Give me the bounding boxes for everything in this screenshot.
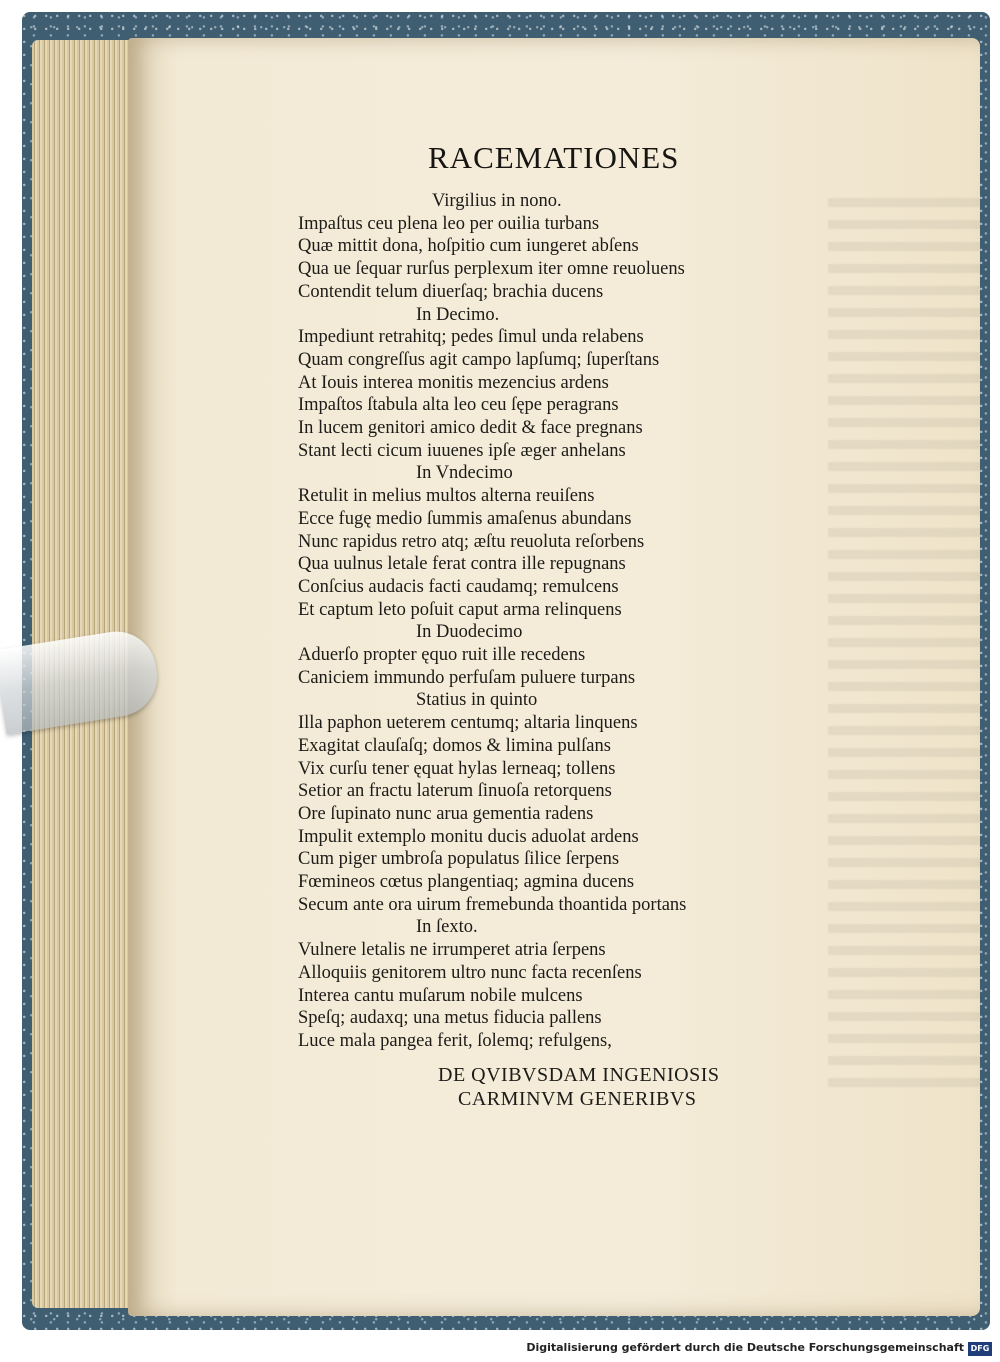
- verse-line: At Iouis interea monitis mezencius ardens: [298, 372, 609, 393]
- verse-line: Caniciem immundo perfuſam puluere turpans: [298, 667, 636, 688]
- verse-line: Conſcius audacis facti caudamq; remulcens: [298, 576, 619, 597]
- section-heading-line: In Duodecimo: [416, 622, 523, 643]
- verse-line: Alloquiis genitorem ultro nunc facta recenſens: [298, 962, 642, 983]
- verse-line: Qua uulnus letale ferat contra ille repugnans: [298, 554, 626, 575]
- verse-line: Stant lecti cicum iuuenes ipſe æger anhelans: [298, 440, 626, 461]
- verse-line: Et captum leto poſuit caput arma relinquens: [298, 599, 622, 620]
- verse-line: Impulit extemplo monitu ducis aduolat ardens: [298, 826, 639, 847]
- verse-line: Quæ mittit dona, hoſpitio cum iungeret abſens: [298, 236, 639, 257]
- verse-line: Luce mala pangea ferit, ſolemq; refulgens,: [298, 1030, 612, 1051]
- verse-line: Illa paphon ueterem centumq; altaria linquens: [298, 713, 638, 734]
- verse-line: Vulnere letalis ne irrumperet atria ſerpens: [298, 940, 606, 961]
- verse-line: Ecce fugę medio ſummis amaſenus abundans: [298, 508, 632, 529]
- verse-line: Exagitat clauſaſq; domos & limina pulſans: [298, 735, 611, 756]
- section-heading-line: In Vndecimo: [416, 463, 513, 484]
- verse-line: Nunc rapidus retro atq; æſtu reuoluta reſorbens: [298, 531, 645, 552]
- show-through-text: [828, 198, 980, 1098]
- dfg-logo: DFG: [968, 1342, 992, 1356]
- verse-line: Secum ante ora uirum fremebunda thoantida portans: [298, 894, 687, 915]
- section-heading-line: Statius in quinto: [416, 690, 538, 711]
- verse-line: Ore ſupinato nunc arua gementia radens: [298, 803, 594, 824]
- section-heading-line: Virgilius in nono.: [432, 191, 562, 211]
- verse-line: Vix curſu tener ęquat hylas lerneaq; tollens: [298, 758, 616, 779]
- verse-line: Fœmineos cœtus plangentiaq; agmina ducens: [298, 872, 635, 892]
- verse-line: In lucem genitori amico dedit & face pregnans: [298, 418, 643, 438]
- verse-line: Qua ue ſequar rurſus perplexum iter omne reuoluens: [298, 259, 685, 280]
- page-heading: RACEMATIONES: [428, 140, 680, 175]
- verse-line: Interea cantu muſarum nobile mulcens: [298, 985, 583, 1006]
- section-heading-line: In Decimo.: [416, 304, 500, 325]
- verse-line: Impaſtos ſtabula alta leo ceu ſępe peragrans: [298, 395, 619, 416]
- verse-line: Impaſtus ceu plena leo per ouilia turbans: [298, 213, 600, 234]
- digitization-credit: Digitalisierung gefördert durch die Deutsche Forschungsgemeinschaft: [526, 1341, 964, 1354]
- verse-line: Retulit in melius multos alterna reuiſens: [298, 486, 595, 507]
- verse-line: Speſq; audaxq; una metus fiducia pallens: [298, 1008, 602, 1029]
- verse-line: Quam congreſſus agit campo lapſumq; ſuperſtans: [298, 349, 660, 370]
- verse-line: Setior an fractu laterum ſinuoſa retorquens: [298, 781, 612, 802]
- verse-line: Impediunt retrahitq; pedes ſimul unda relabens: [298, 327, 644, 348]
- verse-line: Aduerſo propter ęquo ruit ille recedens: [298, 645, 586, 665]
- verse-line: Contendit telum diuerſaq; brachia ducens: [298, 281, 604, 302]
- section-title-line-1: DE QVIBVSDAM INGENIOSIS: [438, 1064, 720, 1086]
- verse-line: Cum piger umbroſa populatus ſilice ſerpens: [298, 849, 620, 870]
- section-heading-line: In ſexto.: [416, 917, 478, 938]
- section-title-line-2: CARMINVM GENERIBVS: [458, 1088, 697, 1110]
